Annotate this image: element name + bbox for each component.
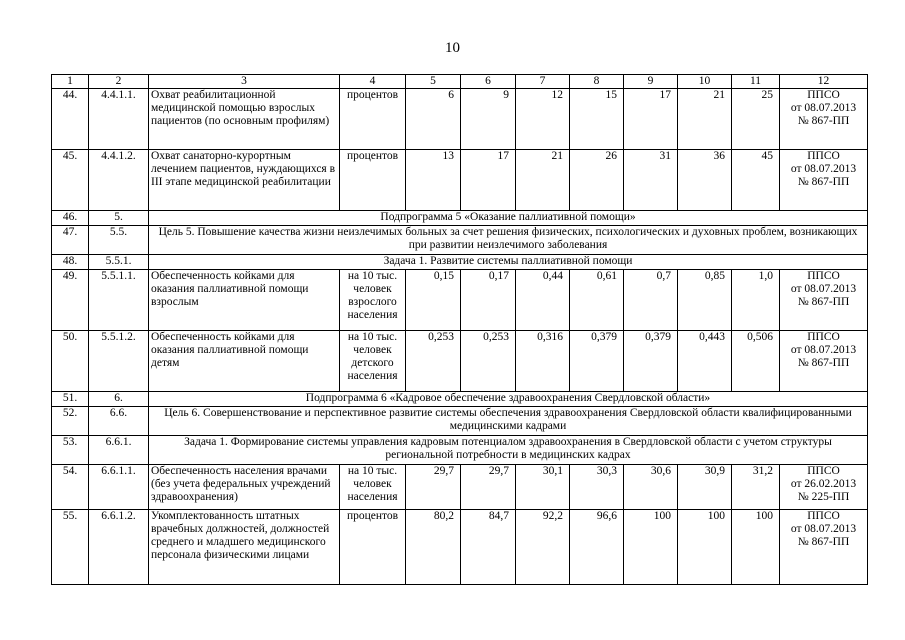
- row-code: 6.6.: [89, 407, 149, 436]
- indicator-name: Обеспеченность койками для оказания паллиативной помощи детям: [149, 331, 340, 392]
- header-cell: 9: [624, 75, 678, 89]
- indicator-value: 29,7: [406, 465, 461, 510]
- header-cell: 2: [89, 75, 149, 89]
- indicator-value: 0,7: [624, 270, 678, 331]
- section-row: [52, 392, 868, 407]
- indicator-unit: на 10 тыс. человек населения: [340, 465, 406, 510]
- row-code: 6.6.1.1.: [89, 465, 149, 510]
- section-row: [52, 436, 868, 465]
- indicator-value: 26: [570, 150, 624, 211]
- indicator-value: 31: [624, 150, 678, 211]
- section-row: [52, 226, 868, 255]
- section-title: Задача 1. Развитие системы паллиативной помощи: [149, 255, 868, 270]
- indicator-value: 12: [516, 89, 570, 150]
- indicator-source: ППСО от 08.07.2013 № 867-ПП: [780, 510, 868, 585]
- indicator-name: Обеспеченность койками для оказания паллиативной помощи взрослым: [149, 270, 340, 331]
- indicator-value: 100: [732, 510, 780, 585]
- row-number: 54.: [52, 465, 89, 510]
- indicator-value: 15: [570, 89, 624, 150]
- section-title: Цель 5. Повышение качества жизни неизлечимых больных за счет решения физических, психологических и духовных проблем, возникающих при развитии неизлечимого заболевания: [149, 226, 868, 255]
- table-body: [52, 75, 868, 585]
- indicator-source: ППСО от 08.07.2013 № 867-ПП: [780, 270, 868, 331]
- header-cell: 12: [780, 75, 868, 89]
- indicator-value: 29,7: [461, 465, 516, 510]
- indicator-value: 0,253: [406, 331, 461, 392]
- indicator-value: 30,1: [516, 465, 570, 510]
- indicator-row: [52, 331, 868, 392]
- row-number: 52.: [52, 407, 89, 436]
- indicator-value: 96,6: [570, 510, 624, 585]
- indicator-source: ППСО от 08.07.2013 № 867-ПП: [780, 331, 868, 392]
- indicator-value: 0,85: [678, 270, 732, 331]
- header-cell: 10: [678, 75, 732, 89]
- row-number: 45.: [52, 150, 89, 211]
- row-number: 48.: [52, 255, 89, 270]
- row-code: 5.5.1.: [89, 255, 149, 270]
- indicator-value: 80,2: [406, 510, 461, 585]
- indicator-value: 100: [624, 510, 678, 585]
- indicator-value: 25: [732, 89, 780, 150]
- section-title: Цель 6. Совершенствование и перспективное развитие системы обеспечения здравоохранения Свердловской области квалифицированными медицинскими кадрами: [149, 407, 868, 436]
- header-cell: 5: [406, 75, 461, 89]
- indicator-value: 0,379: [570, 331, 624, 392]
- header-cell: 8: [570, 75, 624, 89]
- indicator-unit: на 10 тыс. человек взрослого населения: [340, 270, 406, 331]
- indicator-value: 1,0: [732, 270, 780, 331]
- row-number: 50.: [52, 331, 89, 392]
- row-code: 4.4.1.2.: [89, 150, 149, 211]
- indicator-unit: процентов: [340, 510, 406, 585]
- row-code: 5.5.1.1.: [89, 270, 149, 331]
- header-cell: 4: [340, 75, 406, 89]
- indicator-value: 21: [678, 89, 732, 150]
- indicator-value: 84,7: [461, 510, 516, 585]
- section-row: [52, 255, 868, 270]
- indicator-value: 6: [406, 89, 461, 150]
- indicator-row: [52, 150, 868, 211]
- indicator-row: [52, 510, 868, 585]
- row-code: 6.6.1.2.: [89, 510, 149, 585]
- indicator-unit: процентов: [340, 150, 406, 211]
- row-number: 49.: [52, 270, 89, 331]
- row-number: 51.: [52, 392, 89, 407]
- indicator-value: 92,2: [516, 510, 570, 585]
- indicators-table: [51, 74, 868, 585]
- indicator-value: 0,253: [461, 331, 516, 392]
- row-number: 44.: [52, 89, 89, 150]
- indicator-value: 0,15: [406, 270, 461, 331]
- indicator-source: ППСО от 08.07.2013 № 867-ПП: [780, 89, 868, 150]
- header-cell: 7: [516, 75, 570, 89]
- header-row: [52, 75, 868, 89]
- indicator-value: 21: [516, 150, 570, 211]
- header-cell: 3: [149, 75, 340, 89]
- indicator-value: 9: [461, 89, 516, 150]
- indicator-value: 0,61: [570, 270, 624, 331]
- indicator-name: Укомплектованность штатных врачебных должностей, должностей среднего и младшего медицинского персонала физическими лицами: [149, 510, 340, 585]
- section-title: Задача 1. Формирование системы управления кадровым потенциалом здравоохранения в Свердловской области с учетом структуры региональной потребности в медицинских кадрах: [149, 436, 868, 465]
- indicator-value: 0,379: [624, 331, 678, 392]
- header-cell: 6: [461, 75, 516, 89]
- row-code: 6.: [89, 392, 149, 407]
- row-code: 5.5.1.2.: [89, 331, 149, 392]
- header-cell: 1: [52, 75, 89, 89]
- indicator-value: 30,6: [624, 465, 678, 510]
- row-code: 5.5.: [89, 226, 149, 255]
- indicator-source: ППСО от 08.07.2013 № 867-ПП: [780, 150, 868, 211]
- section-title: Подпрограмма 6 «Кадровое обеспечение здравоохранения Свердловской области»: [149, 392, 868, 407]
- indicator-name: Охват реабилитационной медицинской помощью взрослых пациентов (по основным профилям): [149, 89, 340, 150]
- indicator-value: 13: [406, 150, 461, 211]
- indicator-source: ППСО от 26.02.2013 № 225-ПП: [780, 465, 868, 510]
- page-number: 10: [445, 40, 460, 56]
- row-code: 4.4.1.1.: [89, 89, 149, 150]
- indicator-row: [52, 89, 868, 150]
- row-number: 46.: [52, 211, 89, 226]
- indicator-value: 0,506: [732, 331, 780, 392]
- indicator-row: [52, 465, 868, 510]
- row-code: 6.6.1.: [89, 436, 149, 465]
- indicator-value: 0,443: [678, 331, 732, 392]
- indicator-value: 17: [461, 150, 516, 211]
- indicator-name: Охват санаторно-курортным лечением пациентов, нуждающихся в III этапе медицинской реабилитации: [149, 150, 340, 211]
- indicator-value: 30,3: [570, 465, 624, 510]
- indicator-value: 0,316: [516, 331, 570, 392]
- indicator-unit: на 10 тыс. человек детского населения: [340, 331, 406, 392]
- section-row: [52, 211, 868, 226]
- header-cell: 11: [732, 75, 780, 89]
- indicator-unit: процентов: [340, 89, 406, 150]
- row-number: 55.: [52, 510, 89, 585]
- indicator-value: 0,44: [516, 270, 570, 331]
- indicator-value: 17: [624, 89, 678, 150]
- row-number: 47.: [52, 226, 89, 255]
- indicator-value: 36: [678, 150, 732, 211]
- indicator-row: [52, 270, 868, 331]
- indicator-value: 30,9: [678, 465, 732, 510]
- indicator-value: 45: [732, 150, 780, 211]
- row-code: 5.: [89, 211, 149, 226]
- row-number: 53.: [52, 436, 89, 465]
- indicator-name: Обеспеченность населения врачами (без учета федеральных учреждений здравоохранения): [149, 465, 340, 510]
- section-row: [52, 407, 868, 436]
- section-title: Подпрограмма 5 «Оказание паллиативной помощи»: [149, 211, 868, 226]
- indicator-value: 100: [678, 510, 732, 585]
- indicator-value: 0,17: [461, 270, 516, 331]
- indicator-value: 31,2: [732, 465, 780, 510]
